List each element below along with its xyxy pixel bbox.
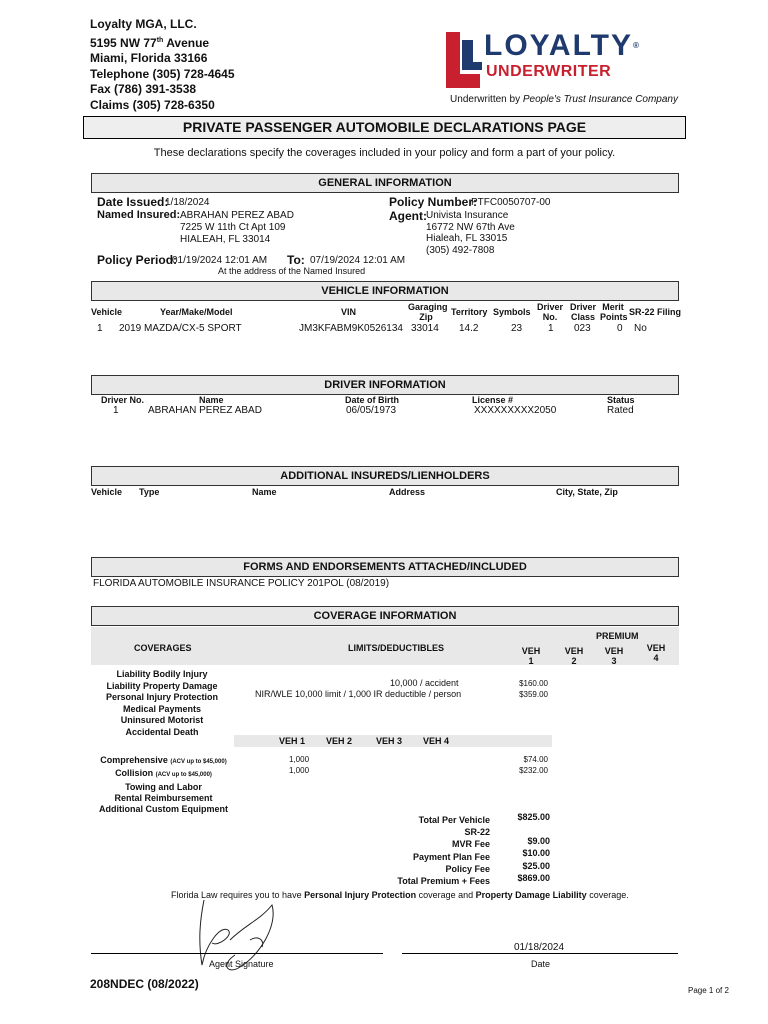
driver-row-name: ABRAHAN PEREZ ABAD [148,405,262,416]
coverage-item: Collision (ACV up to $45,000) [115,768,212,779]
company-claims: Claims (305) 728-6350 [90,97,215,112]
col-license: License # [472,395,514,405]
company-address-line2: Miami, Florida 33166 [90,51,208,65]
logo-word-loyalty: LOYALTY® [484,29,641,62]
total-value: $25.00 [522,860,550,871]
page-number: Page 1 of 2 [688,986,729,995]
driver-info-header: DRIVER INFORMATION [91,375,679,395]
total-label: SR-22 [464,827,490,838]
col-status: Status [607,395,635,405]
signature-date-value: 01/18/2024 [514,942,565,953]
col-vehicle: Vehicle [91,307,123,317]
company-address-block [90,17,235,113]
policy-period-to-label: To: [287,253,305,267]
comprehensive-premium: $74.00 [523,755,548,764]
col-veh-4: VEH 4 [646,643,666,663]
total-value: $825.00 [517,812,550,822]
totals-labels [370,814,490,887]
agent-signature-label: Agent Signature [209,959,274,969]
sub-veh-2: VEH 2 [326,736,353,746]
col-limits-deductibles: LIMITS/DEDUCTIBLES [348,643,444,653]
col-driver-name: Name [199,395,224,405]
driver-row-dob: 06/05/1973 [346,405,397,416]
company-telephone: Telephone (305) 728-4645 [90,66,235,81]
additional-insureds-header: ADDITIONAL INSUREDS/LIENHOLDERS [91,466,679,486]
liability-coverage-list [96,669,228,739]
policy-period-to: 07/19/2024 12:01 AM [310,255,406,266]
company-address-line1: 5195 NW 77th Avenue [90,35,210,50]
total-label: Payment Plan Fee [412,851,490,862]
insured-addr1: 7225 W 11th Ct Apt 109 [180,222,286,233]
vehicle-row-driver-no: 1 [548,323,554,334]
insured-address-block [180,210,294,246]
agent-name: Univista Insurance [426,210,509,221]
col-year-make-model: Year/Make/Model [160,307,233,317]
totals-values [500,811,550,884]
date-issued-label: Date Issued: [97,195,169,209]
coverage-item: Accidental Death [125,726,199,737]
col-add-vehicle: Vehicle [91,487,123,497]
col-date-of-birth: Date of Birth [345,395,399,405]
forms-item: FLORIDA AUTOMOBILE INSURANCE POLICY 201POL (08/2019) [93,578,390,589]
coverage-item: Liability Property Damage [106,680,218,691]
vehicle-row-merit: 0 [617,323,623,334]
policy-period-note: At the address of the Named Insured [218,266,366,276]
col-driver-number: Driver No. [101,395,145,405]
agent-addr2: Hialeah, FL 33015 [426,233,508,244]
coverage-item: Personal Injury Protection [105,692,219,703]
coverage-item: Rental Reimbursement [114,792,213,803]
loyalty-logo [446,30,678,90]
agent-signature-line [91,953,383,954]
vehicle-row-symbols: 23 [511,323,523,334]
sub-veh-3: VEH 3 [376,736,403,746]
date-issued-value: 1/18/2024 [165,197,210,208]
insured-addr2: HIALEAH, FL 33014 [180,234,271,245]
col-merit-points: Merit Points [600,302,628,322]
coverage-item: Medical Payments [122,703,202,714]
page-subtitle: These declarations specify the coverages included in your policy and form a part of your policy. [153,147,616,159]
col-veh-2: VEH 2 [564,646,584,666]
physical-coverage-list [96,755,231,815]
sub-veh-1: VEH 1 [279,736,306,746]
florida-law-note: Florida Law requires you to have Personal Injury Protection coverage and Property Damage Liability coverage. [171,890,629,900]
col-veh-1: VEH 1 [521,646,541,666]
col-territory: Territory [451,307,488,317]
policy-number-value: PTFC0050707-00 [471,197,551,208]
col-add-name: Name [252,487,277,497]
col-garaging-zip: Garaging Zip [408,302,448,322]
coverage-item: Towing and Labor [125,781,202,792]
coverage-item: Liability Bodily Injury [116,669,208,679]
col-sr22-filing: SR-22 Filing [629,307,682,317]
policy-period-label: Policy Period: [97,253,178,267]
agent-phone: (305) 492-7808 [426,244,495,256]
vehicle-row-ymm: 2019 MAZDA/CX-5 SPORT [119,323,242,334]
col-premium: PREMIUM [596,631,639,641]
comprehensive-deductible: 1,000 [289,755,310,764]
general-info-header: GENERAL INFORMATION [91,173,679,193]
company-name: Loyalty MGA, LLC. [90,17,197,31]
vehicle-info-header: VEHICLE INFORMATION [91,281,679,301]
col-driver-class: Driver Class [570,302,597,322]
agent-addr1: 16772 NW 67th Ave [426,221,515,233]
total-label: MVR Fee [451,839,490,850]
named-insured-label: Named Insured: [97,209,181,221]
policy-number-label: Policy Number: [389,195,478,209]
vehicle-row-territory: 14.2 [459,323,479,334]
total-value: $10.00 [522,848,550,859]
col-coverages: COVERAGES [134,643,192,653]
vehicle-row-zip: 33014 [411,323,439,334]
premium-bi-pd: $160.00 [519,679,548,688]
collision-premium: $232.00 [519,766,548,775]
signature-date-label: Date [531,959,551,969]
forms-endorsements-header: FORMS AND ENDORSEMENTS ATTACHED/INCLUDED [91,557,679,577]
total-value: $9.00 [527,836,550,847]
underwritten-by: Underwritten by People's Trust Insurance Company [450,94,678,105]
coverage-item: Comprehensive (ACV up to $45,000) [100,755,227,765]
insured-name: ABRAHAN PEREZ ABAD [180,210,294,221]
driver-row-license: XXXXXXXXX2050 [474,405,557,416]
col-add-type: Type [139,487,160,497]
col-add-address: Address [389,487,426,497]
logo-word-underwriter: UNDERWRITER [486,63,612,80]
policy-period-from: 01/19/2024 12:01 AM [172,255,268,266]
coverage-item: Additional Custom Equipment [99,804,228,815]
driver-row-status: Rated [607,405,634,416]
total-value: $869.00 [517,872,550,883]
vehicle-row-number: 1 [97,323,103,334]
coverage-info-header: COVERAGE INFORMATION [91,606,679,626]
col-driver-no: Driver No. [537,302,564,322]
limit-pip: NIR/WLE 10,000 limit / 1,000 IR deductible / person [255,689,462,699]
page-title: PRIVATE PASSENGER AUTOMOBILE DECLARATIONS PAGE [83,116,686,139]
agent-label: Agent: [389,209,427,223]
total-label: Policy Fee [445,863,490,874]
coverage-item: Uninsured Motorist [120,715,204,726]
col-vin: VIN [341,307,357,317]
sub-veh-4: VEH 4 [423,736,450,746]
logo-mark-icon [446,32,482,88]
vehicle-row-driver-class: 023 [574,323,591,334]
company-fax: Fax (786) 391-3538 [90,82,197,96]
col-add-city-state-zip: City, State, Zip [556,487,618,497]
vehicle-row-vin: JM3KFABM9K0526134 [299,323,403,334]
signature-date-line [402,953,678,954]
total-label: Total Per Vehicle [418,815,490,825]
col-veh-3: VEH 3 [604,646,624,666]
limit-bi-pd: 10,000 / accident [390,678,459,688]
form-code: 208NDEC (08/2022) [90,977,199,991]
premium-pip: $359.00 [519,690,548,699]
collision-deductible: 1,000 [289,766,310,775]
col-symbols: Symbols [493,307,531,317]
total-label: Total Premium + Fees [397,876,490,887]
driver-row-number: 1 [113,405,119,416]
agent-address-block [426,210,515,256]
vehicle-row-sr22: No [634,323,647,334]
